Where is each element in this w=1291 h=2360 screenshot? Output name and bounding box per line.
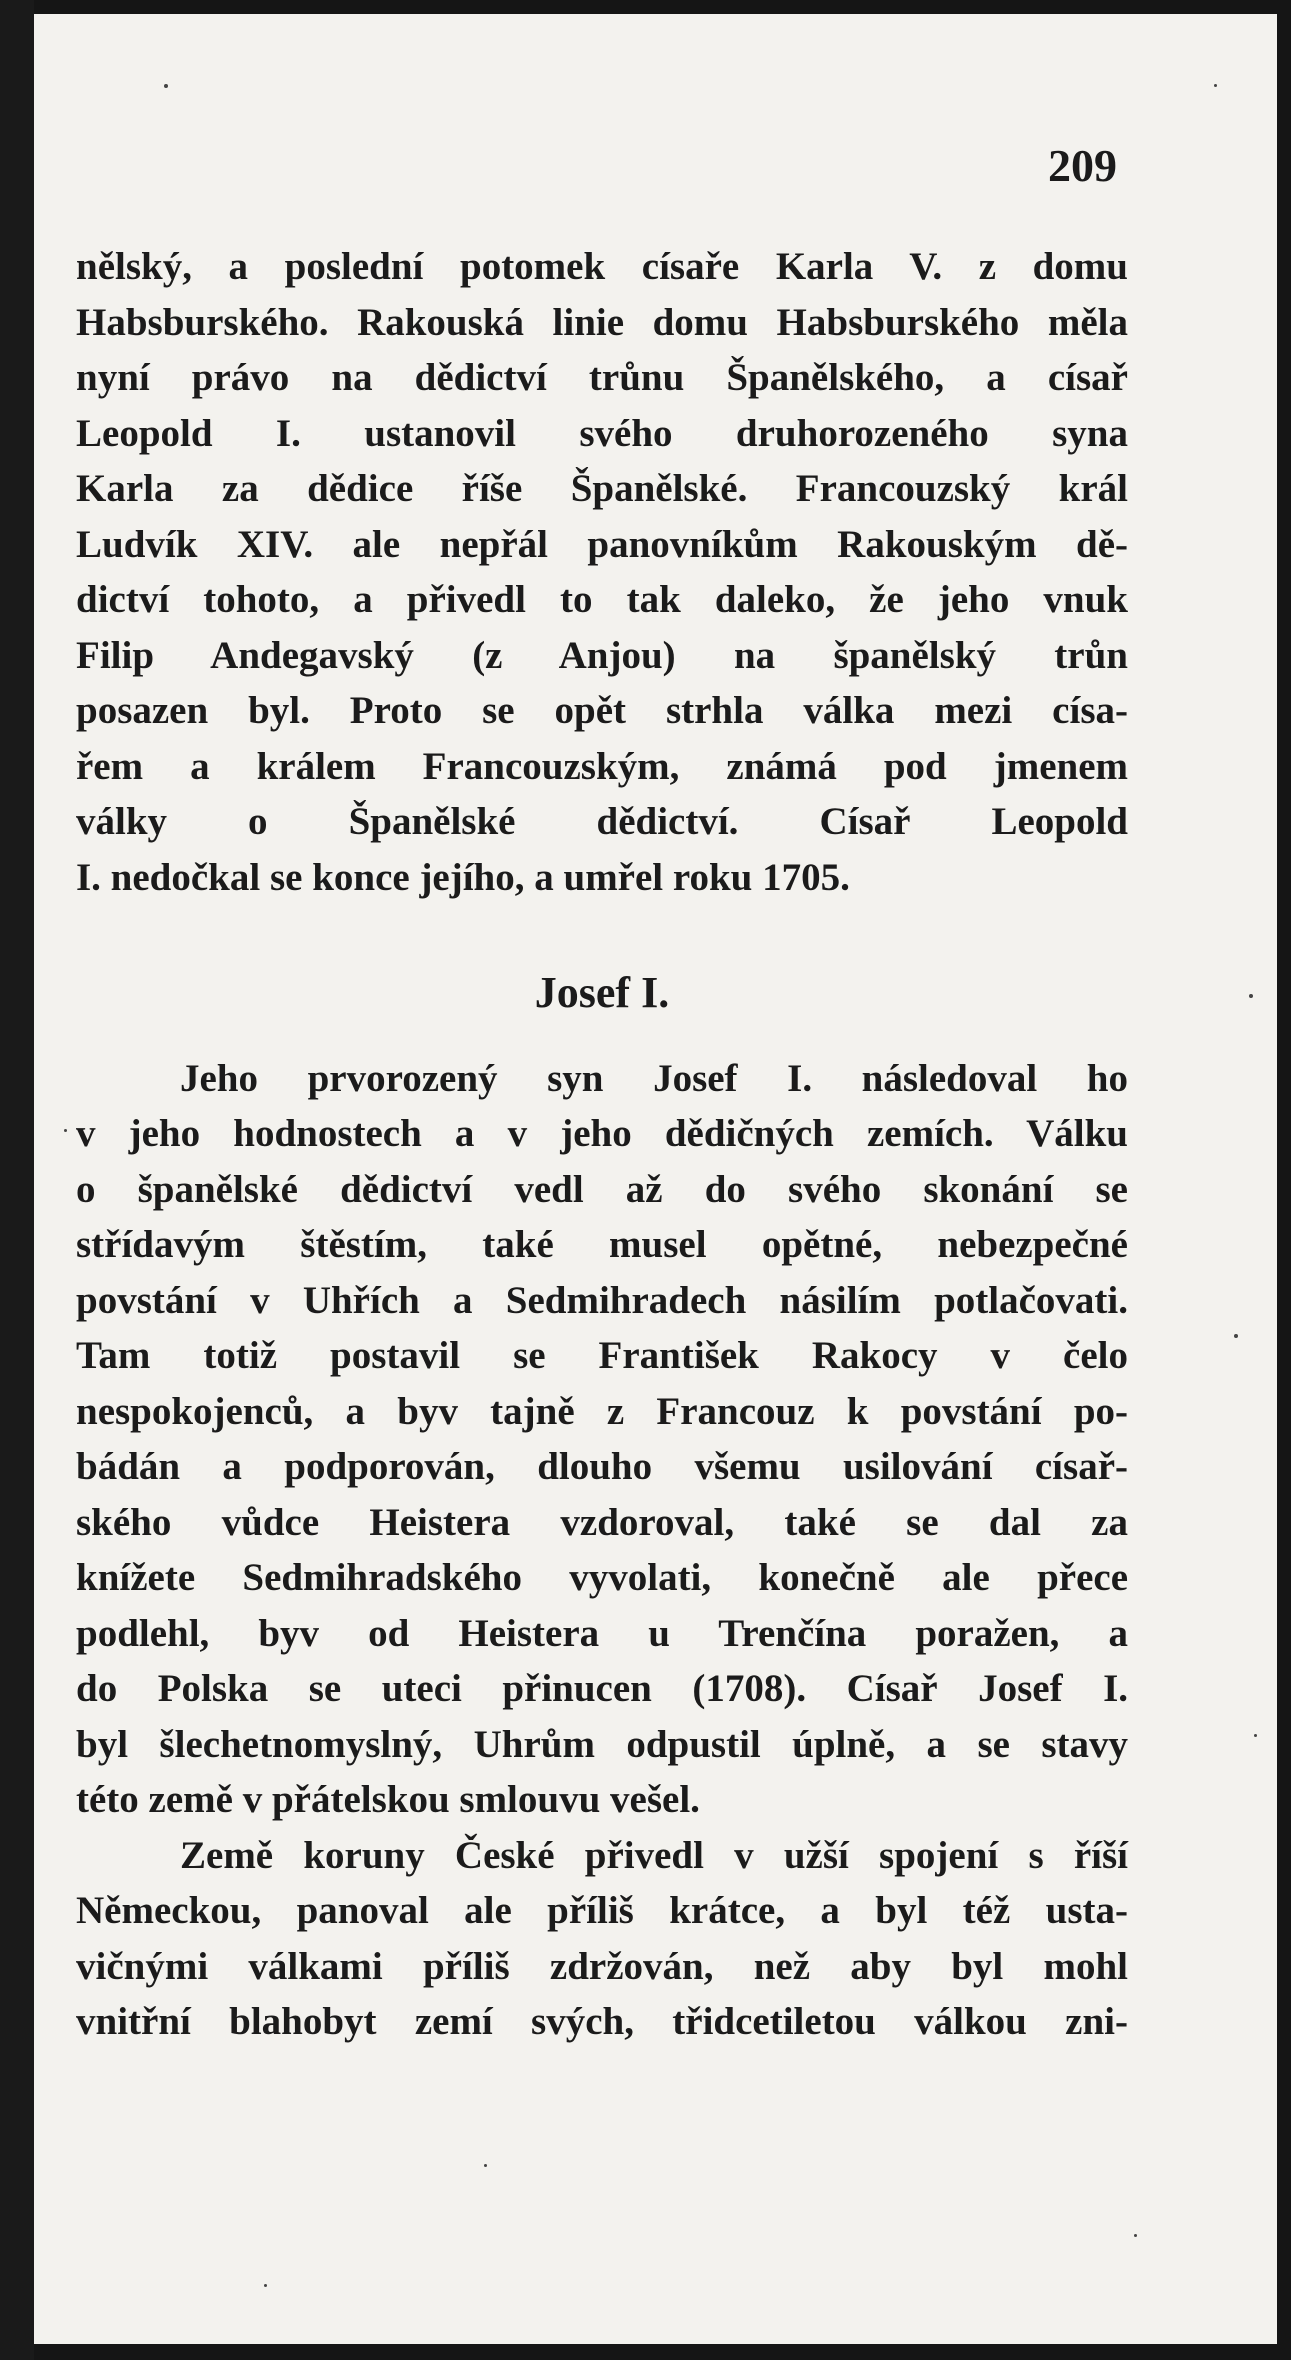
text-line: I. nedočkal se konce jejího, a umřel roku 1705. [76, 855, 850, 899]
paragraph-2 [76, 1051, 1128, 1828]
section-heading: Josef I. [534, 968, 670, 1017]
text-line: posazen byl. Proto se opět strhla válka mezi císa- [76, 689, 1128, 732]
text-line: vnitřní blahobyt zemí svých, třidcetiletou válkou zni- [76, 2000, 1128, 2043]
scan-speck [1249, 994, 1253, 998]
text-line: Filip Andegavský (z Anjou) na španělský trůn [76, 633, 1128, 677]
paragraph-1 [76, 239, 1128, 905]
text-line: knížete Sedmihradského vyvolati, konečně ale přece [76, 1556, 1128, 1599]
text-line: nělský, a poslední potomek císaře Karla V. z domu [76, 245, 1128, 288]
text-line: řem a králem Francouzským, známá pod jmenem [76, 744, 1128, 788]
text-line: Země koruny České přivedl v užší spojení s říší [180, 1833, 1128, 1877]
text-line: v jeho hodnostech a v jeho dědičných zemích. Válku [76, 1112, 1128, 1155]
book-page [34, 14, 1277, 2344]
text-line: bádán a podporován, dlouho všemu usilování císař- [76, 1445, 1128, 1488]
text-line: nyní právo na dědictví trůnu Španělského, a císař [76, 356, 1128, 399]
page-body [76, 239, 1128, 2050]
page-number: 209 [1048, 140, 1117, 191]
text-line: o španělské dědictví vedl až do svého skonání se [76, 1167, 1128, 1211]
scan-speck [264, 2284, 267, 2287]
scan-speck [1234, 1334, 1238, 1338]
text-line: dictví tohoto, a přivedl to tak daleko, že jeho vnuk [76, 578, 1128, 621]
paragraph-3 [76, 1828, 1128, 2050]
text-line: vičnými válkami příliš zdržován, než aby byl mohl [76, 1944, 1128, 1988]
text-line: Jeho prvorozený syn Josef I. následoval ho [180, 1056, 1128, 1100]
scan-speck [1254, 1734, 1257, 1737]
text-line: nespokojenců, a byv tajně z Francouz k povstání po- [76, 1389, 1128, 1433]
text-line: Ludvík XIV. ale nepřál panovníkům Rakouským dě- [76, 522, 1128, 566]
scan-speck [64, 1129, 67, 1132]
scan-speck [164, 84, 168, 88]
text-line: povstání v Uhřích a Sedmihradech násilím potlačovati. [76, 1278, 1128, 1322]
scan-speck [1214, 84, 1217, 87]
text-line: Habsburského. Rakouská linie domu Habsburského měla [76, 300, 1128, 344]
text-line: ského vůdce Heistera vzdoroval, také se dal za [76, 1500, 1128, 1544]
text-line: byl šlechetnomyslný, Uhrům odpustil úplně, a se stavy [76, 1722, 1128, 1766]
text-line: střídavým štěstím, také musel opětné, nebezpečné [76, 1223, 1128, 1266]
text-line: Karla za dědice říše Španělské. Francouzský král [76, 467, 1128, 510]
text-line: Leopold I. ustanovil svého druhorozeného syna [76, 411, 1128, 455]
scan-left-edge [0, 0, 34, 2360]
text-line: podlehl, byv od Heistera u Trenčína poražen, a [76, 1611, 1128, 1655]
text-line: této země v přátelskou smlouvu vešel. [76, 1778, 700, 1821]
scan-speck [484, 2164, 487, 2167]
text-line: Tam totiž postavil se František Rakocy v čelo [76, 1334, 1128, 1377]
text-line: války o Španělské dědictví. Císař Leopold [76, 800, 1128, 843]
text-line: do Polska se uteci přinucen (1708). Císař Josef I. [76, 1667, 1128, 1710]
text-line: Německou, panoval ale příliš krátce, a byl též usta- [76, 1889, 1128, 1932]
scan-speck [1134, 2234, 1137, 2237]
